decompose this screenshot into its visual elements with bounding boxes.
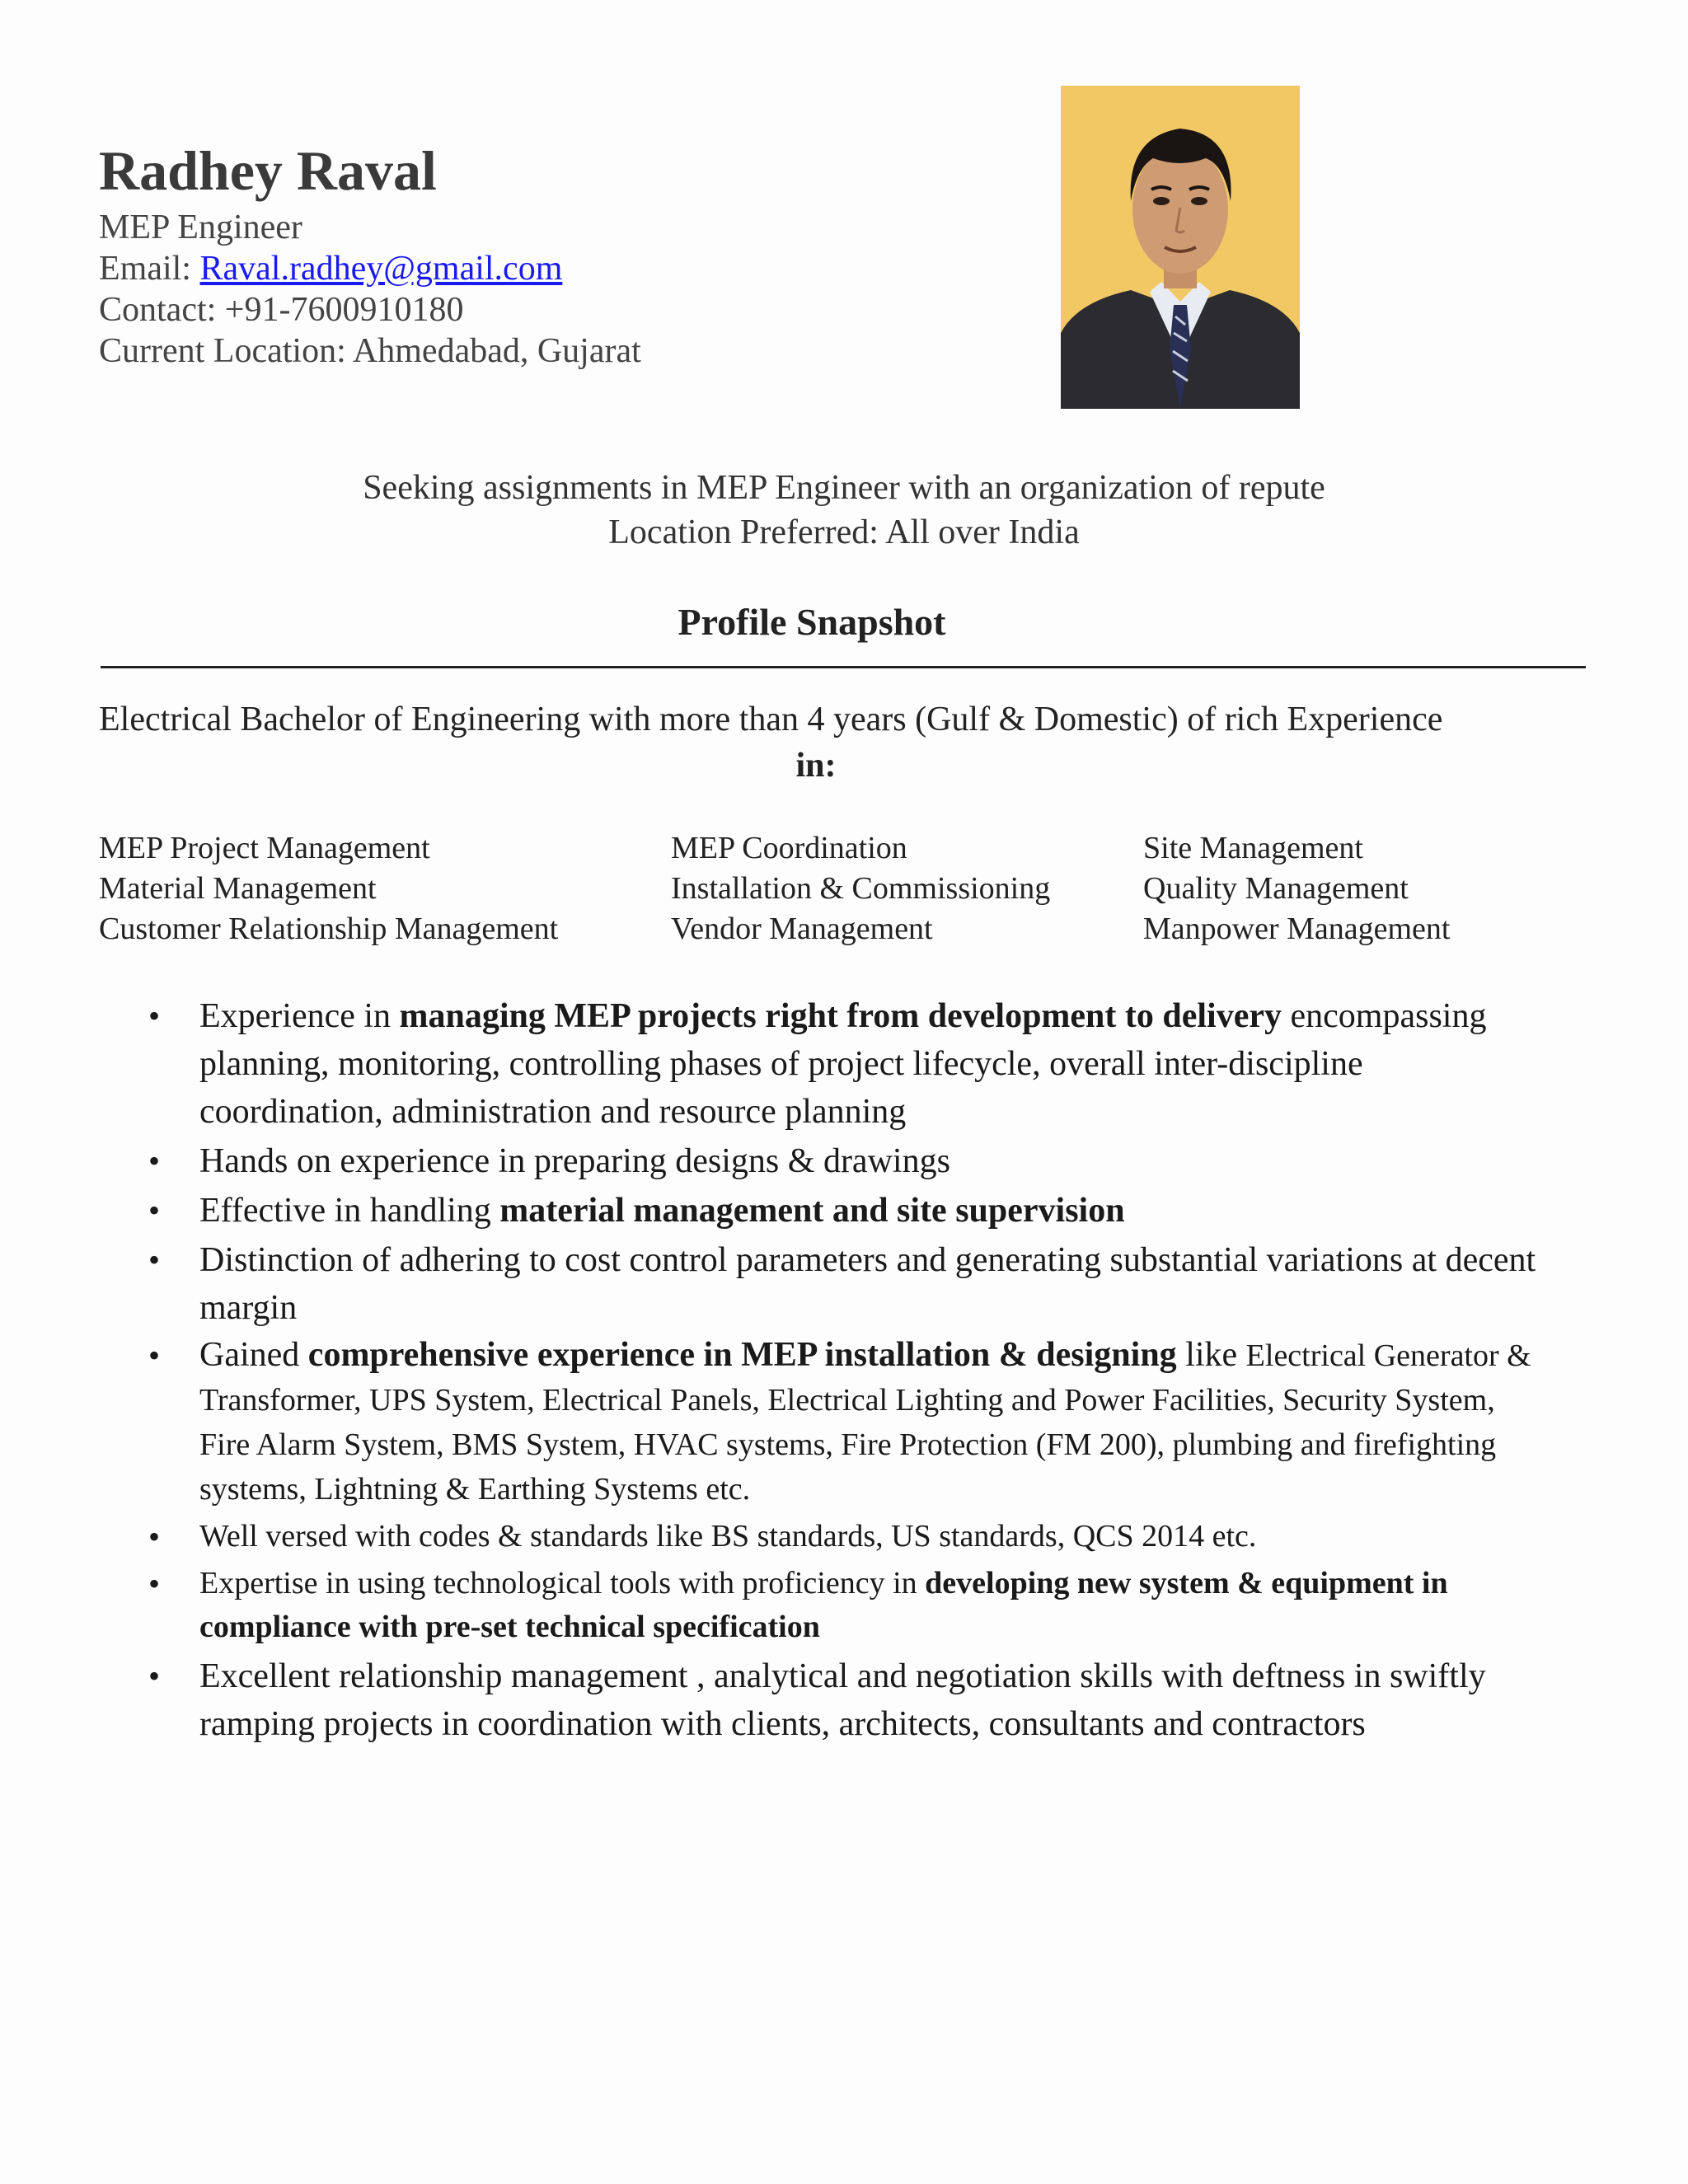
list-item xyxy=(99,1562,1550,1649)
bullet-icon: • xyxy=(148,1241,161,1278)
summary-text: Electrical Bachelor of Engineering with more than 4 years (Gulf & Domestic) of rich Experience xyxy=(99,701,1443,738)
bullet-icon: • xyxy=(148,1657,161,1694)
profile-summary xyxy=(99,696,1582,789)
list-item xyxy=(99,1236,1550,1332)
item-emphasis: managing MEP projects right from development to delivery xyxy=(399,997,1282,1035)
skill-item: Vendor Management xyxy=(671,912,933,946)
bullet-icon: • xyxy=(148,1192,161,1229)
skill-item: MEP Project Management xyxy=(99,831,430,865)
skill-item: MEP Coordination xyxy=(671,831,907,865)
item-text: Well versed with codes & standards like BS standards, US standards, QCS 2014 etc. xyxy=(199,1519,1257,1554)
list-item xyxy=(99,992,1550,1136)
list-item xyxy=(99,1333,1550,1511)
bullet-icon: • xyxy=(148,1518,161,1555)
skill-item: Customer Relationship Management xyxy=(99,912,559,946)
email-link[interactable]: Raval.radhey@gmail.com xyxy=(199,249,563,288)
item-text: Hands on experience in preparing designs & drawings xyxy=(199,1142,950,1180)
job-title: MEP Engineer xyxy=(99,208,302,246)
preferred-location: Location Preferred: All over India xyxy=(608,513,1080,551)
item-emphasis: material management and site supervision xyxy=(499,1192,1125,1230)
item-emphasis: developing new system & equipment in compliance with pre-set technical specification xyxy=(199,1566,1448,1644)
skill-item: Material Management xyxy=(99,871,377,906)
profile-photo xyxy=(1061,86,1300,409)
email-line xyxy=(99,248,923,289)
item-text: Expertise in using technological tools with proficiency in xyxy=(199,1566,926,1601)
list-item xyxy=(99,1187,1550,1235)
item-text: Experience in xyxy=(199,997,400,1035)
section-heading-profile-snapshot: Profile Snapshot xyxy=(678,601,946,643)
summary-continuation: in: xyxy=(795,747,837,785)
section-divider xyxy=(101,666,1586,668)
item-text: Electrical Generator & Transformer, UPS System, Electrical Panels, Electrical Lighting and Power Facilities, Security System, Fire Alarm System, BMS System, HVAC systems, Fire Protection (FM 200), plumbing and firefighting systems, Lightning & Earthing Systems etc. xyxy=(199,1338,1531,1507)
objective-statement xyxy=(0,466,1688,555)
skill-item: Quality Management xyxy=(1143,871,1409,906)
portrait-image xyxy=(1061,86,1300,409)
objective-line: Seeking assignments in MEP Engineer with an organization of repute xyxy=(363,469,1325,507)
bullet-icon: • xyxy=(148,997,161,1034)
bullet-icon: • xyxy=(148,1565,161,1602)
skill-item: Installation & Commissioning xyxy=(671,871,1051,906)
item-text: Effective in handling xyxy=(199,1192,500,1230)
list-item xyxy=(99,1515,1550,1558)
item-text: like xyxy=(1176,1336,1246,1374)
highlights-list xyxy=(99,992,1550,1750)
contact-header xyxy=(99,140,923,372)
bullet-icon: • xyxy=(148,1337,161,1374)
skill-item: Site Management xyxy=(1143,831,1363,865)
list-item xyxy=(99,1652,1550,1748)
item-emphasis: comprehensive experience in MEP installation & designing xyxy=(307,1336,1177,1374)
item-text: Excellent relationship management , analytical and negotiation skills with deftness in swiftly ramping projects in coordination with clients, architects, consultants and contractors xyxy=(199,1657,1486,1743)
skill-item: Manpower Management xyxy=(1143,912,1451,946)
item-text: encompassing planning, monitoring, controlling phases of project lifecycle, overall inter-discipline coordination, administration and resource planning xyxy=(199,997,1487,1131)
bullet-icon: • xyxy=(148,1142,161,1179)
item-text: Gained xyxy=(199,1336,308,1374)
item-text: Distinction of adhering to cost control parameters and generating substantial variations at decent margin xyxy=(199,1241,1536,1327)
current-location: Current Location: Ahmedabad, Gujarat xyxy=(99,331,641,370)
contact-number: Contact: +91-7600910180 xyxy=(99,290,464,329)
list-item xyxy=(99,1137,1550,1185)
candidate-name: Radhey Raval xyxy=(99,139,437,202)
email-label: Email: xyxy=(99,249,200,288)
